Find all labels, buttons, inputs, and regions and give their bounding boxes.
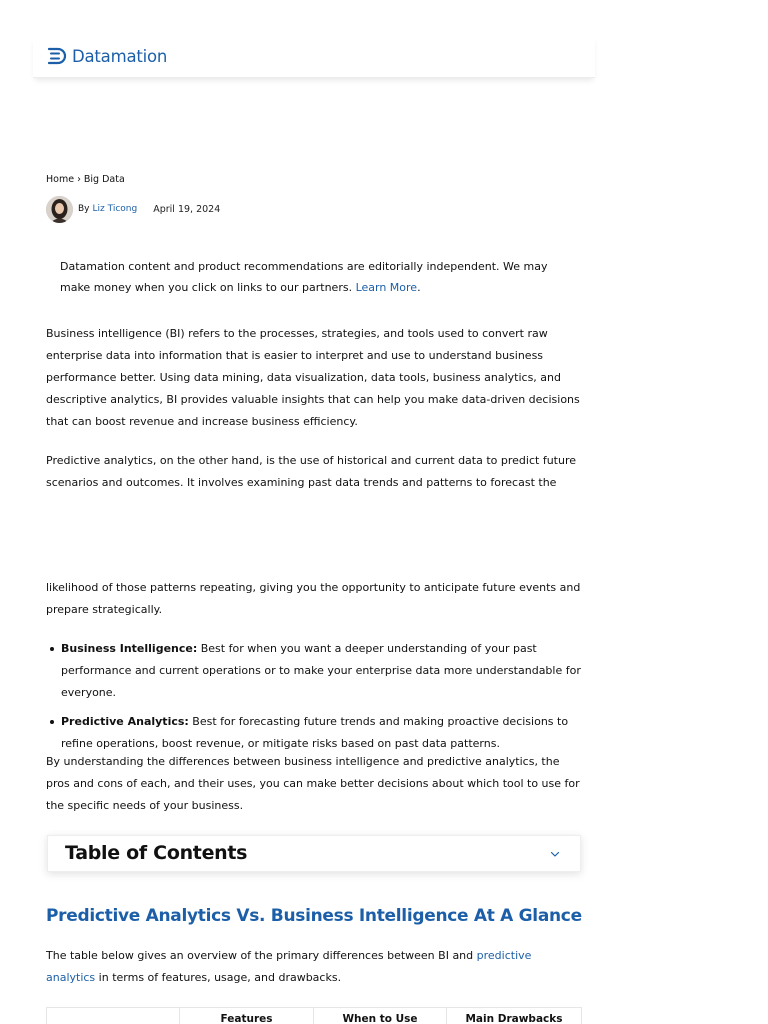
author-link[interactable]: Liz Ticong	[92, 204, 138, 214]
table-header-features: Features	[180, 1008, 314, 1024]
predictive-analytics-link[interactable]: predictive analytics	[46, 949, 532, 984]
site-logo[interactable]	[47, 46, 167, 66]
disclosure-text: Datamation content and product recommendations are editorially independent. We may make money when you click on links to our partners.	[60, 260, 548, 294]
table-of-contents[interactable]	[47, 835, 581, 872]
paragraph-predictive-definition: Predictive analytics, on the other hand, is the use of historical and current data to predict future scenarios and outcomes. It involves examining past data trends and patterns to forecast the	[46, 454, 576, 489]
chevron-down-icon[interactable]	[548, 847, 562, 861]
list-item-text: Best for forecasting future trends and making proactive decisions to refine operations, boost revenue, or mitigate risks based on past data patterns.	[61, 715, 569, 750]
table-header-main-drawbacks: Main Drawbacks	[447, 1008, 582, 1024]
breadcrumb-home[interactable]: Home	[46, 174, 75, 185]
toc-title: Table of Contents	[65, 842, 248, 864]
comparison-table	[46, 1007, 582, 1024]
table-intro-text-end: in terms of features, usage, and drawbacks.	[95, 971, 342, 984]
list-item-term: Business Intelligence:	[61, 642, 198, 655]
section-heading: Predictive Analytics Vs. Business Intelligence At A Glance	[46, 906, 582, 926]
list-item-term: Predictive Analytics:	[61, 715, 189, 728]
paragraph-summary: By understanding the differences between business intelligence and predictive analytics, the pros and cons of each, and their uses, you can make better decisions about which tool to use for the specific needs of your business.	[46, 755, 580, 812]
table-header-row	[47, 1008, 582, 1024]
breadcrumb-separator: ›	[77, 174, 81, 185]
disclosure-end: .	[417, 281, 421, 294]
publish-date: April 19, 2024	[153, 203, 221, 215]
by-label: By	[78, 204, 90, 214]
editorial-disclosure	[60, 256, 570, 298]
breadcrumb	[46, 174, 125, 185]
author-byline	[78, 204, 137, 214]
list-item-text: Best for when you want a deeper understanding of your past performance and current operations or to make your enterprise data more understandable for everyone.	[61, 642, 581, 699]
site-header	[33, 36, 595, 78]
table-header-empty	[47, 1008, 180, 1024]
author-avatar[interactable]	[46, 196, 73, 223]
table-header-when-to-use: When to Use	[314, 1008, 447, 1024]
author-photo-icon	[46, 196, 73, 223]
table-intro	[46, 945, 581, 989]
table-intro-text: The table below gives an overview of the primary differences between BI and	[46, 949, 477, 962]
author-row	[46, 195, 220, 223]
datamation-logo-icon	[47, 46, 69, 66]
list-item	[46, 711, 581, 755]
use-case-list	[46, 638, 581, 762]
brand-name: Datamation	[72, 46, 168, 66]
paragraph-bi-definition: Business intelligence (BI) refers to the processes, strategies, and tools used to convert raw enterprise data into information that is easier to interpret and use to understand business performance better. Using data mining, data visualization, data tools, business analytics, and descriptive analytics, BI provides valuable insights that can help you make data-driven decisions that can boost revenue and increase business efficiency.	[46, 327, 580, 428]
paragraph-predictive-continued: likelihood of those patterns repeating, giving you the opportunity to anticipate future events and prepare strategically.	[46, 581, 581, 616]
learn-more-link[interactable]: Learn More	[355, 281, 418, 294]
list-item	[46, 638, 581, 704]
breadcrumb-big-data[interactable]: Big Data	[83, 174, 125, 185]
